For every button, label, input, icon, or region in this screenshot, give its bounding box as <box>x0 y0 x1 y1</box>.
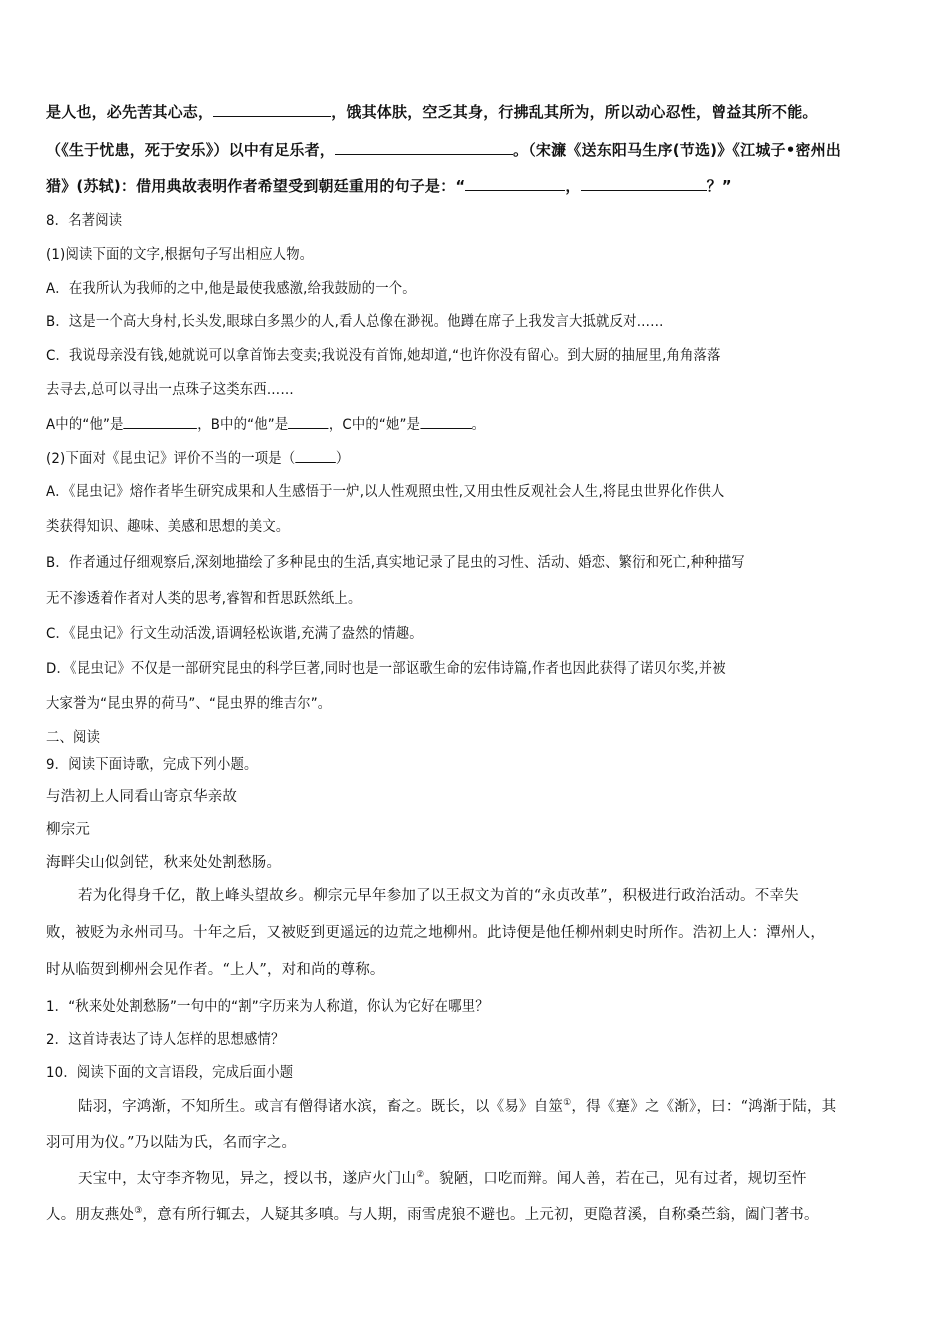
q8-title: 8．名著阅读 <box>46 213 123 229</box>
answer-blank[interactable] <box>581 176 707 191</box>
answer-blank[interactable] <box>335 140 513 155</box>
passage-text: 天宝中，太守李齐物见，异之，授以书，遂庐火门山 <box>78 1171 417 1187</box>
q10-passage-p2-line2 <box>46 1205 910 1225</box>
fill-in-text: ， <box>565 177 581 195</box>
answer-blank[interactable] <box>420 414 472 429</box>
answer-blank[interactable] <box>295 448 335 463</box>
answer-label: ，C中的“她”是 <box>328 417 421 433</box>
answer-label: A中的“他”是 <box>46 417 124 433</box>
q9-note-line-2: 败，被贬为永州司马。十年之后，又被贬到更遥远的边荒之地柳州。此诗便是他任柳州刺史时所作。浩初上人：潭州人， <box>46 925 826 941</box>
q8-part1-option-a: A．在我所认为我师的之中,他是最使我感激,给我鼓励的一个。 <box>46 281 416 297</box>
footnote-marker: ① <box>563 1098 572 1109</box>
q8-part2-option-b-line1: B．作者通过仔细观察后,深刻地描绘了多种昆虫的生活,真实地记录了昆虫的习性、活动、婚恋、繁衍和死亡,种种描写 <box>46 555 745 571</box>
q8-part2-option-d-line1: D．《昆虫记》不仅是一部研究昆虫的科学巨著,同时也是一部讴歌生命的宏伟诗篇,作者也因此获得了诺贝尔奖,并被 <box>46 661 726 677</box>
answer-blank[interactable] <box>124 414 198 429</box>
footnote-marker: ② <box>416 1170 425 1181</box>
q8-part2-option-a-line2: 类获得知识、趣味、美感和思想的美文。 <box>46 519 290 535</box>
passage-text: 。貌陋，口吃而辩。闻人善，若在己，见有过者，规切至忤 <box>424 1171 807 1187</box>
fill-in-line-1 <box>46 102 910 122</box>
prompt-text: (2)下面对《昆虫记》评价不当的一项是（ <box>46 451 296 467</box>
answer-label: ，B中的“他”是 <box>197 417 289 433</box>
q9-poem-line-1: 海畔尖山似剑铓，秋来处处割愁肠。 <box>46 855 282 871</box>
q9-poem-author: 柳宗元 <box>46 822 91 838</box>
q8-part1-option-c-line2: 去寻去,总可以寻出一点珠子这类东西…… <box>46 382 294 398</box>
passage-text: 人。朋友燕处 <box>46 1207 135 1223</box>
fill-in-text: ？” <box>706 177 732 195</box>
q8-part1-answer-line <box>46 414 841 435</box>
poem-line: 若为化得身千亿，散上峰头望故乡。 <box>78 888 314 904</box>
prompt-text: ） <box>335 451 350 467</box>
q8-part1-prompt: (1)阅读下面的文字,根据句子写出相应人物。 <box>46 247 314 263</box>
q8-part1-option-c-line1: C．我说母亲没有钱,她就说可以拿首饰去变卖;我说没有首饰,她却道,“也许你没有留心。到大厨的抽屉里,角角落落 <box>46 348 721 364</box>
note-text: 柳宗元早年参加了以王叔文为首的“永贞改革”，积极进行政治活动。不幸失 <box>313 888 799 904</box>
section-2-title: 二、阅读 <box>46 730 101 746</box>
answer-blank[interactable] <box>465 176 565 191</box>
q9-poem-title: 与浩初上人同看山寄京华亲故 <box>46 789 238 805</box>
q8-part2-option-d-line2: 大家誉为“昆虫界的荷马”、“昆虫界的维吉尔”。 <box>46 696 332 712</box>
q10-passage-p2-line1 <box>78 1169 910 1189</box>
fill-in-text: 。（宋濂《送东阳马生序(节选)》《江城子•密州出 <box>513 141 842 159</box>
passage-text: ，得《蹇》之《渐》，曰：“鸿渐于陆，其 <box>571 1099 837 1115</box>
answer-blank[interactable] <box>213 102 331 117</box>
q9-note-line-3: 时从临贺到柳州会见作者。“上人”，对和尚的尊称。 <box>46 962 385 978</box>
q9-poem-line-2-and-note <box>78 886 910 906</box>
q9-sub-question-1: 1．“秋来处处割愁肠”一句中的“割”字历来为人称道，你认为它好在哪里？ <box>46 999 489 1015</box>
q9-sub-question-2: 2．这首诗表达了诗人怎样的思想感情？ <box>46 1032 285 1048</box>
fill-in-text: ，饿其体肤，空乏其身，行拂乱其所为，所以动心忍性，曾益其所不能。 <box>331 103 818 121</box>
answer-blank[interactable] <box>288 414 328 429</box>
fill-in-line-3 <box>46 176 910 196</box>
passage-text: ，意有所行辄去，人疑其多嗔。与人期，雨雪虎狼不避也。上元初，更隐苕溪，自称桑苎翁，阖门著书。 <box>142 1207 819 1223</box>
q8-part2-prompt <box>46 448 841 469</box>
q8-part2-option-b-line2: 无不渗透着作者对人类的思考,睿智和哲思跃然纸上。 <box>46 591 362 607</box>
q10-title: 10．阅读下面的文言语段，完成后面小题 <box>46 1065 294 1081</box>
fill-in-text: 猎》(苏轼)：借用典故表明作者希望受到朝廷重用的句子是：“ <box>46 177 466 195</box>
fill-in-text: （《生于忧患，死于安乐》）以中有足乐者， <box>46 141 336 159</box>
q8-part2-option-c: C．《昆虫记》行文生动活泼,语调轻松诙谐,充满了盎然的情趣。 <box>46 626 423 642</box>
footnote-marker: ③ <box>134 1206 143 1217</box>
fill-in-text: 是人也，必先苦其心志， <box>46 103 214 121</box>
q8-part1-option-b: B．这是一个高大身村,长头发,眼球白多黑少的人,看人总像在渺视。他蹲在席子上我发言大抵就反对…… <box>46 314 664 330</box>
passage-text: 陆羽，字鸿渐，不知所生。或言有僧得诸水滨，畜之。既长，以《易》自筮 <box>78 1099 564 1115</box>
answer-label: 。 <box>471 417 486 433</box>
q8-part2-option-a-line1: A．《昆虫记》熔作者毕生研究成果和人生感悟于一炉,以人性观照虫性,又用虫性反观社会人生,将昆虫世界化作供人 <box>46 484 725 500</box>
q9-title: 9．阅读下面诗歌，完成下列小题。 <box>46 757 258 773</box>
fill-in-line-2 <box>46 140 910 160</box>
q10-passage-p1-line2: 羽可用为仪。”乃以陆为氏，名而字之。 <box>46 1135 297 1151</box>
q10-passage-p1-line1 <box>78 1097 910 1117</box>
